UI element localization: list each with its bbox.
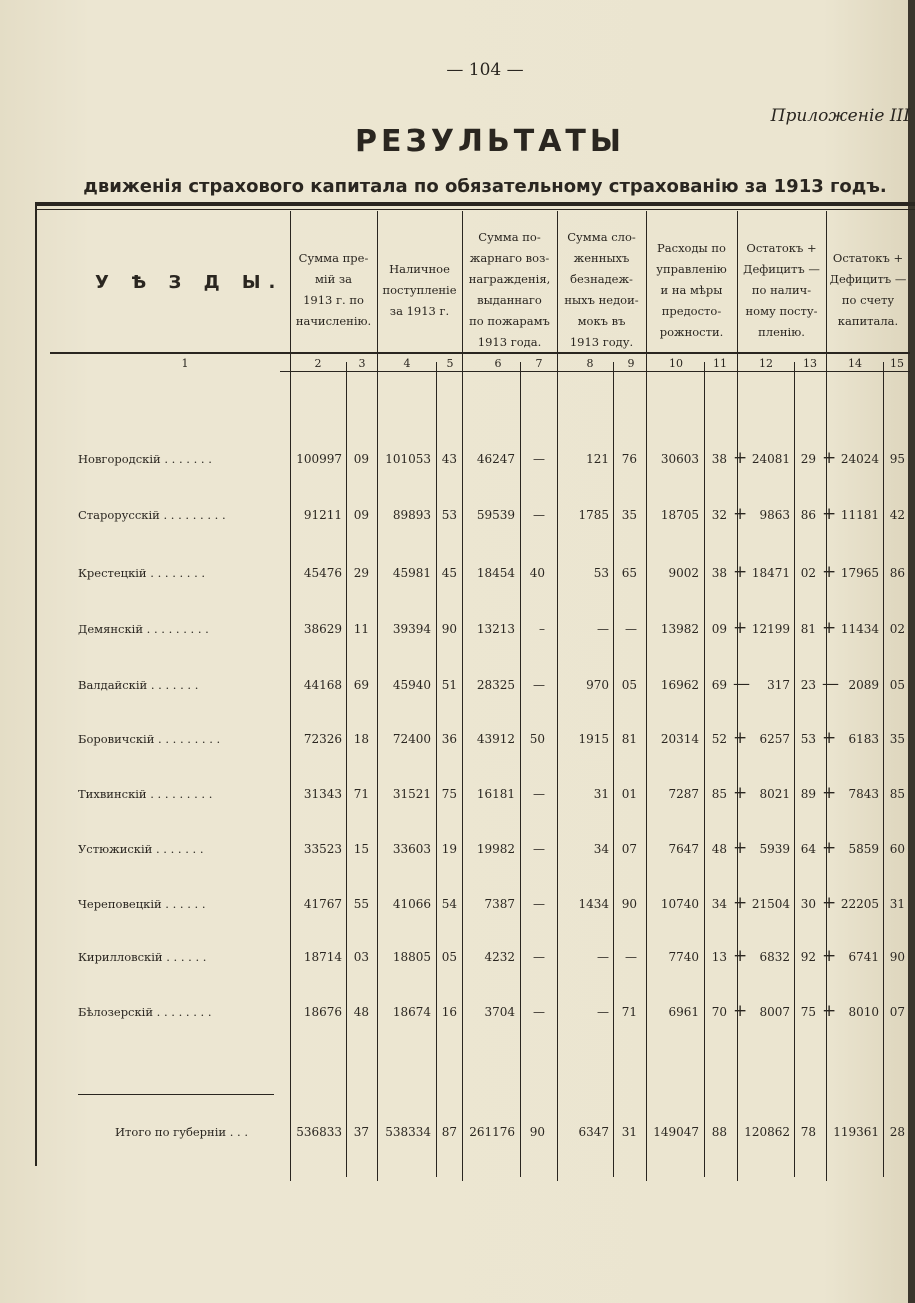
table-cell: 31 [889,897,905,911]
table-cell: 28325 [476,678,515,692]
table-cell: 11 [353,622,369,636]
table-cell: 29 [800,452,816,466]
table-cell: 71 [621,1005,637,1019]
column-header: Сумма пре- мій за 1913 г. по начисленію. [295,251,372,328]
table-cell: 69 [711,678,727,692]
table-cell: 60 [889,842,905,856]
table-cell: 72326 [303,732,342,746]
column-header: Остатокъ + Дефицитъ — по налич- ному посту- пленію. [743,240,820,339]
total-cell: 536833 [296,1125,342,1139]
table-cell: 7843 [848,787,879,801]
column-number: 8 [586,357,594,370]
table-cell: 6832 [759,950,790,964]
table-cell: 70 [711,1005,727,1019]
table-cell: 02 [889,622,905,636]
sign-mark: + [822,783,837,803]
table-cell: 19 [441,842,457,856]
total-cell: 88 [711,1125,727,1139]
table-cell: 09 [353,508,369,522]
column-number: 5 [446,357,454,370]
table-cell: 07 [889,1005,905,1019]
table-cell: 5859 [848,842,879,856]
table-cell: 1785 [578,508,609,522]
table-cell: 53 [593,566,609,580]
sign-mark: + [733,618,748,638]
column-number: 9 [627,357,635,370]
column-number: 2 [314,357,322,370]
table-cell: 970 [586,678,609,692]
column-number: 11 [713,357,727,370]
column-divider [646,211,647,1181]
table-cell: 18454 [476,566,515,580]
table-cell: 45940 [392,678,431,692]
sign-mark: + [733,946,748,966]
table-cell: 4232 [484,950,515,964]
table-cell: 21504 [751,897,790,911]
table-cell: 35 [621,508,637,522]
table-cell: 43 [441,452,457,466]
table-cell: 29 [353,566,369,580]
column-divider [557,211,558,1181]
table-cell: 05 [889,678,905,692]
table-cell: 44168 [303,678,342,692]
table-cell: 51 [441,678,457,692]
table-cell: 3704 [484,1005,515,1019]
table-cell: — [597,622,609,636]
table-cell: 85 [889,787,905,801]
sign-mark: + [822,838,837,858]
table-cell: 18471 [751,566,790,580]
table-left-border [35,206,37,1166]
column-number-rule [280,371,910,372]
table-cell: 89893 [392,508,431,522]
column-header: Остатокъ + Дефицитъ — по счету капитала. [829,251,907,328]
table-cell: 02 [800,566,816,580]
table-cell: 2089 [848,678,879,692]
table-cell: 11434 [840,622,879,636]
sign-mark: + [822,728,837,748]
column-divider [826,211,827,1181]
table-cell: 76 [621,452,637,466]
kopeck-divider [704,362,705,1177]
district-name: Старорусскій . . . . . . . . . [78,508,226,522]
table-cell: 18705 [660,508,699,522]
table-cell: 46247 [476,452,515,466]
district-name: Кирилловскій . . . . . . [78,950,207,964]
table-cell: 65 [621,566,637,580]
table-cell: 18676 [303,1005,342,1019]
total-cell: 87 [441,1125,457,1139]
table-cell: 72400 [392,732,431,746]
table-cell: 18 [353,732,369,746]
table-cell: 8021 [759,787,790,801]
column-header: Сумма сло- женныхъ безнадеж- ныхъ недои- мокъ въ 1913 году. [564,230,639,349]
table-cell: 16181 [476,787,515,801]
table-cell: 81 [621,732,637,746]
sign-mark: + [733,893,748,913]
table-cell: 52 [711,732,727,746]
table-cell: 6183 [848,732,879,746]
sign-mark: + [822,504,837,524]
total-cell: 261176 [469,1125,515,1139]
document-subtitle: движенія страхового капитала по обязательному страхованію за 1913 годъ. [83,176,887,197]
table-cell: 45 [441,566,457,580]
total-cell: 28 [889,1125,905,1139]
table-cell: 75 [800,1005,816,1019]
sign-mark: + [822,618,837,638]
table-cell: 90 [441,622,457,636]
table-cell: 8007 [759,1005,790,1019]
table-cell: – [539,622,545,636]
column-number: 13 [803,357,817,370]
total-cell: 119361 [833,1125,879,1139]
table-cell: 15 [353,842,369,856]
column-number: 7 [535,357,543,370]
district-name: Демянскій . . . . . . . . . [78,622,209,636]
table-cell: 38 [711,566,727,580]
table-cell: 55 [353,897,369,911]
table-cell: 22205 [840,897,879,911]
table-cell: 81 [800,622,816,636]
table-cell: 91211 [303,508,342,522]
total-cell: 78 [800,1125,816,1139]
table-cell: 121 [586,452,609,466]
column-number: 6 [494,357,502,370]
table-cell: 13 [711,950,727,964]
column-number: 15 [890,357,904,370]
column-number: 3 [358,357,366,370]
district-name: Тихвинскій . . . . . . . . . [78,787,213,801]
column-divider [737,211,738,1181]
table-cell: — [533,787,545,801]
table-cell: 45476 [303,566,342,580]
sign-mark: + [733,728,748,748]
kopeck-divider [346,362,347,1177]
table-cell: 31521 [392,787,431,801]
table-cell: 53 [800,732,816,746]
table-cell: 59539 [476,508,515,522]
table-cell: 10740 [660,897,699,911]
table-cell: — [597,1005,609,1019]
table-cell: 34 [593,842,609,856]
sign-mark: + [822,562,837,582]
table-cell: — [533,508,545,522]
table-cell: 64 [800,842,816,856]
table-cell: 18714 [303,950,342,964]
kopeck-divider [883,362,884,1177]
table-cell: 05 [621,678,637,692]
kopeck-divider [613,362,614,1177]
column-number: 1 [181,357,189,370]
table-cell: 41767 [303,897,342,911]
district-name: Валдайскій . . . . . . . [78,678,199,692]
table-cell: 38629 [303,622,342,636]
table-cell: 75 [441,787,457,801]
sign-mark: + [822,448,837,468]
table-cell: 92 [800,950,816,964]
district-name: Новгородскій . . . . . . . [78,452,212,466]
column-header: Сумма по- жарнаго воз- награжденія, выданнаго по пожарамъ 1913 года. [468,230,551,349]
sign-mark: — [733,674,750,694]
table-cell: 95 [889,452,905,466]
table-cell: 19982 [476,842,515,856]
table-cell: 30 [800,897,816,911]
table-cell: — [533,842,545,856]
table-cell: 50 [529,732,545,746]
table-cell: 9863 [759,508,790,522]
table-cell: 40 [529,566,545,580]
table-cell: 43912 [476,732,515,746]
table-cell: 90 [889,950,905,964]
table-cell: 18805 [392,950,431,964]
table-cell: 86 [800,508,816,522]
sign-mark: + [733,783,748,803]
table-cell: 42 [889,508,905,522]
sign-mark: + [822,893,837,913]
column-divider [377,211,378,1181]
table-cell: — [533,452,545,466]
table-cell: — [533,897,545,911]
table-cell: 33603 [392,842,431,856]
district-name: Бѣлозерскій . . . . . . . . [78,1005,212,1019]
table-cell: 03 [353,950,369,964]
table-cell: 17965 [840,566,879,580]
table-cell: 38 [711,452,727,466]
table-cell: 6257 [759,732,790,746]
total-cell: 149047 [653,1125,699,1139]
table-cell: 33523 [303,842,342,856]
table-cell: 01 [621,787,637,801]
total-cell: 6347 [578,1125,609,1139]
table-cell: 7647 [668,842,699,856]
page-number: — 104 — [446,60,524,80]
table-cell: 48 [711,842,727,856]
table-cell: 6741 [848,950,879,964]
table-cell: 31343 [303,787,342,801]
kopeck-divider [794,362,795,1177]
total-cell: 37 [353,1125,369,1139]
table-cell: 100997 [296,452,342,466]
column-divider [290,211,291,1181]
table-cell: 39394 [392,622,431,636]
column-header: Наличное поступленіе за 1913 г. [382,261,457,318]
table-cell: 18674 [392,1005,431,1019]
sign-mark: + [733,838,748,858]
total-cell: 120862 [744,1125,790,1139]
table-cell: 41066 [392,897,431,911]
table-cell: 34 [711,897,727,911]
sign-mark: + [733,448,748,468]
sign-mark: + [733,504,748,524]
district-name: Устюжискій . . . . . . . [78,842,204,856]
kopeck-divider [436,362,437,1177]
table-cell: 13982 [660,622,699,636]
table-cell: — [533,678,545,692]
table-cell: — [625,950,637,964]
district-name: Череповецкій . . . . . . [78,897,206,911]
table-cell: 13213 [476,622,515,636]
table-cell: 24081 [751,452,790,466]
table-cell: 48 [353,1005,369,1019]
table-cell: 07 [621,842,637,856]
table-cell: — [597,950,609,964]
column-number: 10 [669,357,683,370]
column-number: 4 [403,357,411,370]
sign-mark: + [822,1001,837,1021]
table-cell: 101053 [385,452,431,466]
table-cell: 86 [889,566,905,580]
table-cell: 53 [441,508,457,522]
table-cell: 90 [621,897,637,911]
sign-mark: + [822,946,837,966]
district-name: Боровичскій . . . . . . . . . [78,732,221,746]
table-cell: 69 [353,678,369,692]
table-cell: 31 [593,787,609,801]
table-cell: 85 [711,787,727,801]
table-cell: 23 [800,678,816,692]
table-cell: 45981 [392,566,431,580]
district-column-header: У Ѣ З Д Ы. [95,272,284,293]
table-cell: 05 [441,950,457,964]
header-rule-thin [35,209,915,210]
table-cell: 1915 [578,732,609,746]
table-cell: 1434 [578,897,609,911]
table-cell: 11181 [840,508,879,522]
sign-mark: — [822,674,839,694]
table-cell: 09 [353,452,369,466]
table-cell: 7387 [484,897,515,911]
table-cell: — [625,622,637,636]
table-cell: 5939 [759,842,790,856]
total-label: Итого по губерніи . . . [115,1125,248,1139]
table-cell: 6961 [668,1005,699,1019]
kopeck-divider [520,362,521,1177]
table-cell: 16962 [660,678,699,692]
table-cell: 317 [767,678,790,692]
total-cell: 90 [529,1125,545,1139]
column-number: 14 [848,357,862,370]
table-cell: — [533,950,545,964]
table-cell: — [533,1005,545,1019]
sign-mark: + [733,1001,748,1021]
table-cell: 54 [441,897,457,911]
table-cell: 7740 [668,950,699,964]
table-cell: 8010 [848,1005,879,1019]
table-cell: 36 [441,732,457,746]
table-cell: 16 [441,1005,457,1019]
total-cell: 31 [621,1125,637,1139]
total-cell: 538334 [385,1125,431,1139]
table-cell: 24024 [840,452,879,466]
column-number: 12 [759,357,773,370]
column-header: Расходы по управленію и на мѣры предосто- рожности. [656,240,727,339]
total-rule [78,1094,274,1095]
table-cell: 7287 [668,787,699,801]
table-cell: 30603 [660,452,699,466]
table-cell: 71 [353,787,369,801]
table-cell: 89 [800,787,816,801]
sign-mark: + [733,562,748,582]
table-cell: 9002 [668,566,699,580]
table-cell: 20314 [660,732,699,746]
appendix-label: Приложеніе III [770,106,910,126]
table-cell: 12199 [751,622,790,636]
table-cell: 09 [711,622,727,636]
document-title: РЕЗУЛЬТАТЫ [355,124,625,159]
district-name: Крестецкій . . . . . . . . [78,566,206,580]
table-cell: 35 [889,732,905,746]
header-rule-thick [35,202,915,206]
table-cell: 32 [711,508,727,522]
